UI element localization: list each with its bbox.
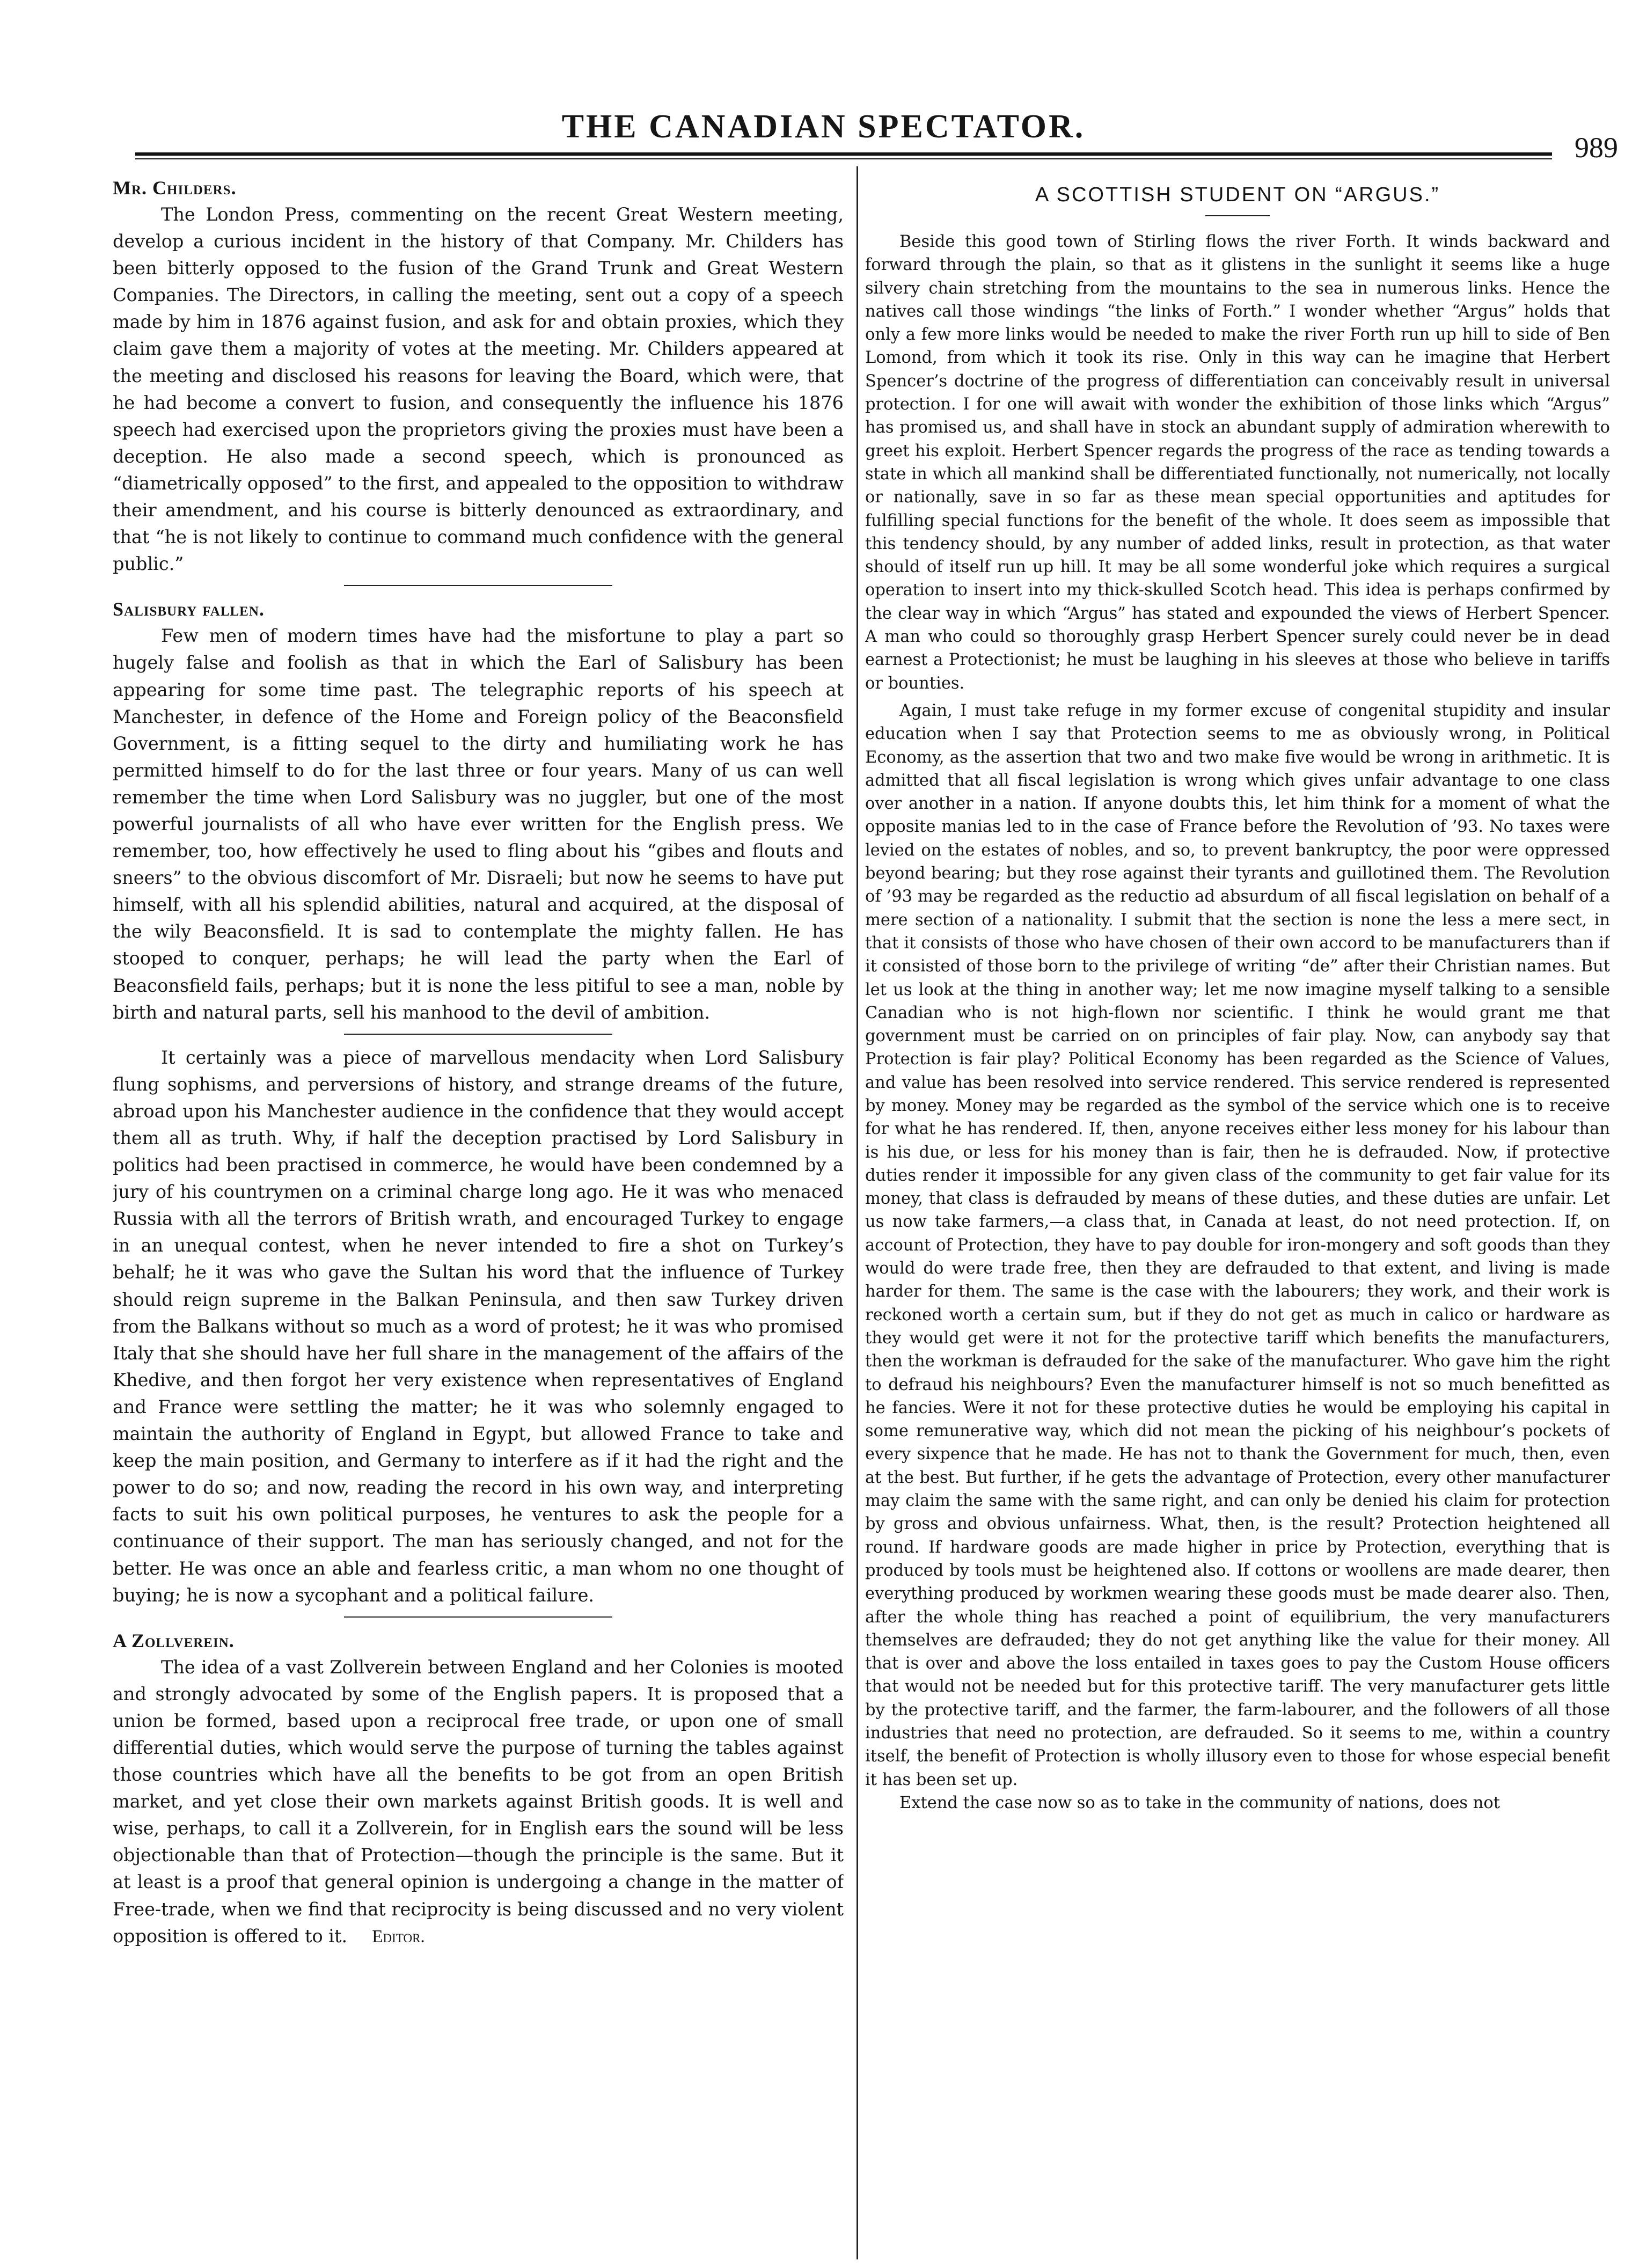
paragraph-zollverein [113,1654,844,1950]
section-heading-zollverein: A Zollverein. [113,1629,235,1651]
section-heading-childers: Mr. Childers. [113,177,237,199]
running-head: THE CANADIAN SPECTATOR. [561,108,1086,145]
left-column [113,174,844,2262]
paragraph-childers: The London Press, commenting on the recent Great Western meeting, develop a curious incident in the history of that Company. Mr. Childers has been bitterly opposed to the fusion of the Grand Trunk and Great Western Companies. The Directors, in calling the meeting, sent out a copy of a speech made by him in 1876 against fusion, and ask for and obtain proxies, which they claim gave them a majority of votes at the meeting. Mr. Childers appeared at the meeting and disclosed his reasons for leaving the Board, which were, that he had become a convert to fusion, and consequently the influence his 1876 speech had exercised upon the proprietors giving the proxies must have been a deception. He also made a second speech, which is pronounced as “diametrically opposed” to the first, and appealed to the opposition to withdraw their amendment, and his course is bitterly denounced as extraordinary, and that “he is not likely to continue to command much confidence with the general public.” [113,204,844,575]
section-zollverein [113,1627,844,1950]
section-mendacity [113,1044,844,1609]
article-title: A SCOTTISH STUDENT ON “ARGUS.” [1035,184,1440,206]
paragraph-salisbury: Few men of modern times have had the misfortune to play a part so hugely false and foolish as that in which the Earl of Salisbury has been appearing for some time past. The telegraphic reports of his speech at Manchester, in defence of the Home and Foreign policy of the Beaconsfield Government, is a fitting sequel to the dirty and humiliating work he has permitted himself to do for the last three or four years. Many of us can well remember the time when Lord Salisbury was no juggler, but one of the most powerful journalists of all who have ever written for the English press. We remember, too, how effectively he used to fling about his “gibes and flouts and sneers” to the obvious discomfort of Mr. Disraeli; but now he seems to have put himself, with all his splendid abilities, natural and acquired, at the disposal of the wily Beaconsfield. It is sad to contemplate the mighty fallen. He has stooped to conquer, perhaps; he will lead the party when the Earl of Beaconsfield fails, perhaps; but it is none the less pitiful to see a man, noble by birth and natural parts, sell his manhood to the devil of ambition. [113,625,844,1023]
section-divider [344,585,612,586]
section-divider [344,1034,612,1035]
right-column [865,174,1610,2262]
section-heading-salisbury: Salisbury fallen. [113,598,265,620]
paragraph-mendacity: It certainly was a piece of marvellous mendacity when Lord Salisbury flung sophisms, and perversions of history, and strange dreams of the future, abroad upon his Manchester audience in the confidence that they would accept them all as truth. Why, if half the deception practised by Lord Salisbury in politics had been practised in commerce, he would have been condemned by a jury of his countrymen on a criminal charge long ago. He it was who menaced Russia with all the terrors of British wrath, and encouraged Turkey to engage in an unequal contest, when he never intended to fire a shot on Turkey’s behalf; he it was who gave the Sultan his word that the influence of Turkey should reign supreme in the Balkan Peninsula, and then saw Turkey driven from the Balkans without so much as a word of protest; he it was who promised Italy that she should have her full share in the management of the affairs of the Khedive, and then forgot her very existence when representatives of England and France were settling the matter; he it was who solemnly engaged to maintain the authority of England in Egypt, but allowed France to take and keep the main position, and Germany to interfere as if it had the right and the power to do so; and now, reading the record in his own way, and interpreting facts to suit his own political purposes, he ventures to ask the people for a continuance of their support. The man has seriously changed, and not for the better. He was once an able and fearless critic, a man whom no one thought of buying; he is now a sycophant and a political failure. [113,1047,844,1606]
editor-signature: Editor. [372,1926,425,1947]
section-divider [344,1616,612,1618]
header-rule [135,152,1552,156]
article-paragraph-1: Beside this good town of Stirling flows the river Forth. It winds backward and forward through the plain, so that as it glistens in the sunlight it seems like a huge silvery chain stretching from the mountains to the sea in numerous links. Hence the natives call those windings “the links of Forth.” I wonder whether “Argus” holds that only a few more links would be needed to make the river Forth run up hill to side of Ben Lomond, from which it took its rise. Only in this way can he imagine that Herbert Spencer’s doctrine of the progress of differentiation can conceivably result in universal protection. I for one will await with wonder the exhibition of those links which “Argus” has promised us, and shall have in stock an abundant supply of admiration wherewith to greet his exploit. Herbert Spencer regards the progress of the race as tending towards a state in which all mankind shall be differentiated functionally, not numerically, not locally or nationally, save in so far as these mean special opportunities and aptitudes for fulfilling special functions for the benefit of the whole. It does seem as impossible that this tendency should, by any number of added links, result in protection, as that water should of itself run up hill. It may be all some wonderful joke which requires a surgical operation to insert into my thick-skulled Scotch head. This idea is perhaps confirmed by the clear way in which “Argus” has stated and expounded the views of Herbert Spencer. A man who could so thoroughly grasp Herbert Spencer surely could never be in dead earnest a Protectionist; he must be laughing in his sleeves at those who believe in tariffs or bounties. [865,232,1610,693]
title-divider [1205,215,1270,216]
section-childers [113,174,844,577]
page-number: 989 [1575,131,1618,164]
column-rule [857,166,858,2259]
header-rule-thin [135,158,1552,159]
zollverein-text: The idea of a vast Zollverein between England and her Colonies is mooted and strongly advocated by some of the English papers. It is proposed that a union be formed, based upon a reciprocal free trade, or upon one of small differential duties, which would serve the purpose of turning the tables against those countries which have all the benefits to be got from an open British market, and yet close their own markets against British goods. It is well and wise, perhaps, to call it a Zollverein, for in English ears the sound will be less objectionable than that of Protection—though the principle is the same. But it at least is a proof that general opinion is undergoing a change in the matter of Free-trade, when we find that reciprocity is being discussed and no very violent opposition is offered to it. [113,1656,844,1947]
article-paragraph-2: Again, I must take refuge in my former excuse of congenital stupidity and insular education when I say that Protection seems to me as obviously wrong, in Political Economy, as the assertion that two and two make five would be wrong in arithmetic. It is admitted that all fiscal legislation is wrong which gives unfair advantage to one class over another in a nation. If anyone doubts this, let him think for a moment of what the opposite manias led to in the case of France before the Revolution of ’93. No taxes were levied on the estates of nobles, and so, to prevent bankruptcy, the poor were oppressed beyond bearing; but they rose against their tyrants and guillotined them. The Revolution of ’93 may be regarded as the reductio ad absurdum of all fiscal legislation on behalf of a mere section of a nationality. I submit that the section is none the less a mere sect, in that it consists of those who have chosen of their own accord to be manufacturers than if it consisted of those born to the privilege of writing “de” after their Christian names. But let us look at the thing in another way; let me now imagine myself talking to a sensible Canadian who is not high-flown nor scientific. I think he would grant me that government must be carried on on principles of fair play. Now, can anybody say that Protection is fair play? Political Economy has been regarded as the Science of Values, and value has been resolved into service rendered. This service rendered is represented by money. Money may be regarded as the symbol of the service which one is to receive for what he has rendered. If, then, anyone receives either less money for his labour than is his due, or less for his money than is fair, then he is defrauded. Now, if protective duties render it impossible for any given class of the community to get fair value for its money, that class is defrauded by means of these duties, and these duties are unfair. Let us now take farmers,—a class that, in Canada at least, do not need protection. If, on account of Protection, they have to pay double for iron-mongery and soft goods than they would do were trade free, then they are defrauded to that extent, and living is made harder for them. The same is the case with the labourers; they work, and their work is reckoned worth a certain sum, but if they do not get as much in calico or hardware as they would get were it not for the protective tariff which benefits the manufacturers, then the workman is defrauded for the sake of the manufacturer. Who gave him the right to defraud his neighbours? Even the manufacturer himself is not so much benefitted as he fancies. Were it not for these protective duties he would be employing his capital in some remunerative way, which did not mean the picking of his neighbour’s pockets of every sixpence that he made. He has not to thank the Government for much, then, even at the best. But further, if he gets the advantage of Protection, every other manufacturer may claim the same with the same right, and can only be denied his claim for protection by gross and obvious unfairness. What, then, is the result? Protection heightened all round. If hardware goods are made higher in price by Protection, everything that is produced by tools must be heightened also. If cottons or woollens are made dearer, then everything produced by workmen wearing these goods must be made dearer also. Then, after the whole thing has reached a point of equilibrium, the very manufacturers themselves are defrauded; they do not get anything like the value for their money. All that is over and above the loss entailed in taxes goes to pay the Custom House officers that would not be needed but for this protective tariff. The very manufacturer gets little by the protective tariff, and the farmer, the farm-labourer, and the followers of all those industries that need no protection, are defrauded. So it seems to me, within a country itself, the benefit of Protection is wholly illusory even to those for whose especial benefit it has been set up. [865,701,1610,1789]
article-paragraph-3: Extend the case now so as to take in the community of nations, does not [899,1793,1500,1812]
section-salisbury [113,596,844,1026]
